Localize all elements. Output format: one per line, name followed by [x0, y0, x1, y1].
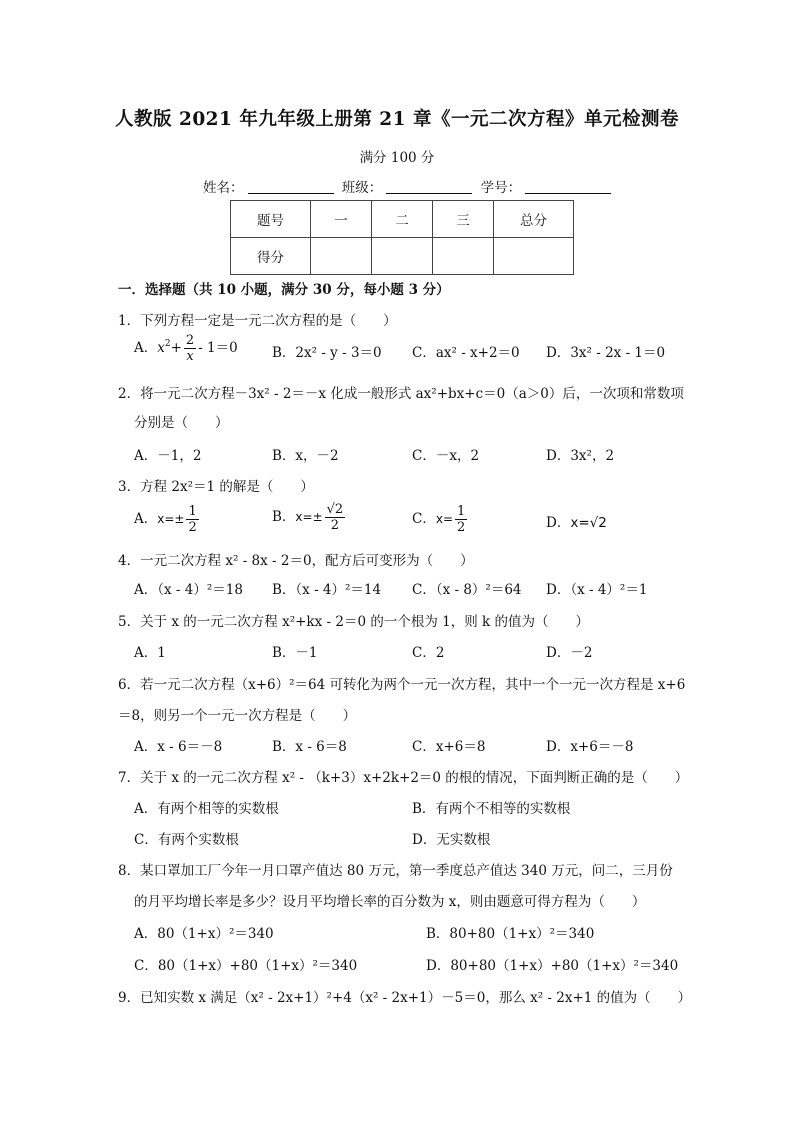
q3-option-c[interactable]: C．x= $\frac{1}{2}$ — [412, 504, 466, 535]
score-input-cell[interactable] — [372, 238, 433, 275]
score-cell: 题号 — [231, 201, 311, 238]
score-input-cell[interactable] — [433, 238, 494, 275]
q2-option-c[interactable]: C．－x，2 — [412, 448, 480, 464]
q7-option-c[interactable]: C．有两个实数根 — [134, 832, 239, 848]
q7-option-a[interactable]: A．有两个相等的实数根 — [134, 801, 279, 817]
q1-option-b[interactable]: B．2x² - y - 3＝0 — [272, 345, 382, 361]
q6-option-b[interactable]: B．x - 6＝8 — [272, 739, 347, 755]
id-label: 学号： — [480, 180, 522, 196]
q4-option-d[interactable]: D．（x - 4）²＝1 — [546, 582, 648, 598]
class-label: 班级： — [341, 180, 383, 196]
q4-option-c[interactable]: C．（x - 8）²＝64 — [412, 582, 522, 598]
question-1-stem: 1．下列方程一定是一元二次方程的是（ ） — [118, 313, 397, 329]
q1-option-c[interactable]: C．ax² - x+2＝0 — [412, 345, 520, 361]
q2-option-b[interactable]: B．x，－2 — [272, 448, 339, 464]
score-cell: 总分 — [494, 201, 574, 238]
q2-option-a[interactable]: A．－1，2 — [134, 448, 202, 464]
page-title: 人教版 2021 年九年级上册第 21 章《一元二次方程》单元检测卷 — [115, 109, 679, 130]
q8-option-d[interactable]: D．80+80（1+x）+80（1+x）²＝340 — [426, 958, 679, 974]
q4-option-a[interactable]: A．（x - 4）²＝18 — [134, 582, 243, 598]
question-5-stem: 5．关于 x 的一元二次方程 x²+kx - 2＝0 的一个根为 1，则 k 的值为（ ） — [118, 614, 589, 630]
score-cell: 三 — [433, 201, 494, 238]
q1-option-a[interactable]: A．$x^2+$ $\frac{2}{x}$ - 1＝0 — [134, 333, 238, 364]
question-6-stem: 6．若一元二次方程（x+6）²＝64 可转化为两个一元一次方程，其中一个一元一次方程是 x+6 — [118, 677, 686, 693]
fraction: $\frac{2}{x}$ — [185, 333, 195, 364]
fraction: $\frac{√2}{2}$ — [326, 502, 344, 533]
score-input-cell[interactable] — [311, 238, 372, 275]
student-info — [203, 176, 615, 196]
score-input-cell[interactable] — [494, 238, 574, 275]
id-blank[interactable] — [525, 179, 611, 194]
q8-option-c[interactable]: C．80（1+x）+80（1+x）²＝340 — [134, 958, 358, 974]
question-4-stem: 4．一元二次方程 x² - 8x - 2＝0，配方后可变形为（ ） — [118, 553, 474, 569]
name-blank[interactable] — [248, 179, 334, 194]
q3-option-d[interactable]: D．x=√2 — [546, 515, 607, 531]
question-8-stem-cont: 的月平均增长率是多少？设月平均增长率的百分数为 x，则由题意可得方程为（ ） — [134, 894, 646, 910]
question-9-stem: 9．已知实数 x 满足（x² - 2x+1）²+4（x² - 2x+1）－5＝0，那么 x² - 2x+1 的值为（ ） — [118, 990, 692, 1006]
q3-option-b[interactable]: B．x=± $\frac{√2}{2}$ — [272, 502, 344, 533]
score-table — [230, 200, 574, 275]
question-2-stem-cont: 分别是（ ） — [134, 415, 229, 431]
full-score: 满分 100 分 — [359, 150, 435, 166]
q8-option-a[interactable]: A．80（1+x）²＝340 — [134, 926, 274, 942]
question-2-stem: 2．将一元二次方程－3x² - 2＝－x 化成一般形式 ax²+bx+c＝0（a＞0）后，一次项和常数项 — [118, 386, 684, 402]
score-table-header-row — [231, 201, 574, 238]
q5-option-a[interactable]: A．1 — [134, 645, 166, 661]
score-table-score-row — [231, 238, 574, 275]
q7-option-d[interactable]: D．无实数根 — [412, 832, 491, 848]
name-label: 姓名： — [203, 180, 244, 196]
score-cell: 二 — [372, 201, 433, 238]
q6-option-d[interactable]: D．x+6＝－8 — [546, 739, 634, 755]
question-8-stem: 8．某口罩加工厂今年一月口罩产值达 80 万元，第一季度总产值达 340 万元，问二，三月份 — [118, 863, 673, 879]
q5-option-c[interactable]: C．2 — [412, 645, 445, 661]
q3-option-a[interactable]: A．x=± $\frac{1}{2}$ — [134, 504, 197, 535]
question-3-stem: 3．方程 2x²＝1 的解是（ ） — [118, 479, 314, 495]
q6-option-a[interactable]: A．x - 6＝－8 — [134, 739, 223, 755]
q8-option-b[interactable]: B．80+80（1+x）²＝340 — [426, 926, 595, 942]
fraction: $\frac{1}{2}$ — [188, 504, 197, 535]
q5-option-b[interactable]: B．－1 — [272, 645, 318, 661]
score-cell: 一 — [311, 201, 372, 238]
q7-option-b[interactable]: B．有两个不相等的实数根 — [412, 801, 571, 817]
fraction: $\frac{1}{2}$ — [457, 504, 466, 535]
question-6-stem-cont: ＝8，则另一个一元一次方程是（ ） — [118, 708, 357, 724]
q6-option-c[interactable]: C．x+6＝8 — [412, 739, 486, 755]
score-cell: 得分 — [231, 238, 311, 275]
class-blank[interactable] — [386, 179, 472, 194]
q1-option-d[interactable]: D．3x² - 2x - 1＝0 — [546, 345, 666, 361]
q4-option-b[interactable]: B．（x - 4）²＝14 — [272, 582, 382, 598]
section-heading: 一．选择题（共 10 小题，满分 30 分，每小题 3 分） — [118, 282, 450, 298]
question-7-stem: 7．关于 x 的一元二次方程 x² - （k+3）x+2k+2＝0 的根的情况，下面判断正确的是（ ） — [118, 770, 689, 786]
q2-option-d[interactable]: D．3x²，2 — [546, 448, 615, 464]
q5-option-d[interactable]: D．－2 — [546, 645, 593, 661]
